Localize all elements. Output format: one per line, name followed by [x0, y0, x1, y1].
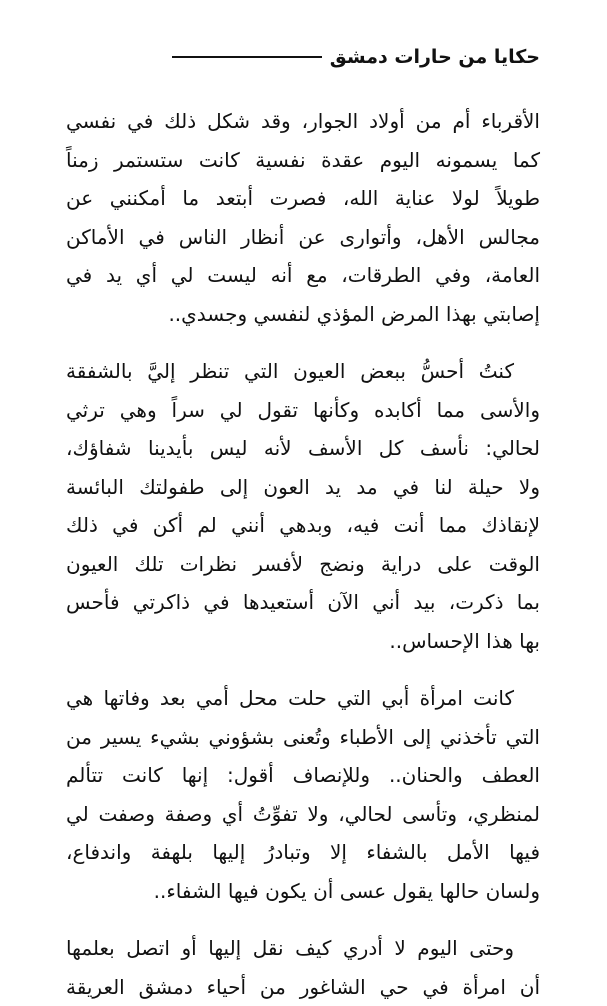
text-line: التي تأخذني إلى الأطباء وتُعنى بشؤوني بشيء يسير من: [66, 718, 540, 757]
text-line: أن امرأة في حي الشاغور من أحياء دمشق العريقة: [66, 968, 540, 1006]
paragraph-2: [66, 352, 540, 660]
text-line: العامة، وفي الطرقات، مع أنه ليست لي أي يد في: [66, 256, 540, 295]
text-line: بها هذا الإحساس..: [66, 622, 540, 661]
text-line: كانت امرأة أبي التي حلت محل أمي بعد وفاتها هي: [66, 679, 540, 718]
text-line: الوقت على دراية ونضج لأفسر نظرات تلك العيون: [66, 545, 540, 584]
running-header: [66, 40, 540, 74]
paragraph-1: [66, 102, 540, 333]
text-line: الأقرباء أم من أولاد الجوار، وقد شكل ذلك في نفسي: [66, 102, 540, 141]
text-line: مجالس الأهل، وأتوارى عن أنظار الناس في الأماكن: [66, 218, 540, 257]
text-line: ولسان حالها يقول عسى أن يكون فيها الشفاء..: [66, 872, 540, 911]
text-line: ولا حيلة لنا في مد يد العون إلى طفولتك البائسة: [66, 468, 540, 507]
text-line: لمنظري، وتأسى لحالي، ولا تفوِّتُ أي وصفة وصفت لي: [66, 795, 540, 834]
text-line: لإنقاذك مما أنت فيه، وبدهي أنني لم أكن في ذلك: [66, 506, 540, 545]
text-line: فيها الأمل بالشفاء إلا وتبادرُ إليها بلهفة واندفاع،: [66, 833, 540, 872]
text-line: طويلاً لولا عناية الله، فصرت أبتعد ما أمكنني عن: [66, 179, 540, 218]
text-line: وحتى اليوم لا أدري كيف نقل إليها أو اتصل بعلمها: [66, 929, 540, 968]
text-line: لحالي: نأسف كل الأسف لأنه ليس بأيدينا شفاؤك،: [66, 429, 540, 468]
text-line: بما ذكرت، بيد أني الآن أستعيدها في ذاكرتي فأحس: [66, 583, 540, 622]
paragraph-4: [66, 929, 540, 1006]
page-body: [66, 102, 540, 1006]
header-rule: [172, 56, 322, 58]
text-line: العطف والحنان.. وللإنصاف أقول: إنها كانت تتألم: [66, 756, 540, 795]
paragraph-3: [66, 679, 540, 910]
text-line: كما يسمونه اليوم عقدة نفسية كانت ستستمر زمناً: [66, 141, 540, 180]
text-line: إصابتي بهذا المرض المؤذي لنفسي وجسدي..: [66, 295, 540, 334]
text-line: كنتُ أحسُّ ببعض العيون التي تنظر إليَّ بالشفقة: [66, 352, 540, 391]
text-line: والأسى مما أكابده وكأنها تقول لي سراً وهي ترثي: [66, 391, 540, 430]
book-title: حكايا من حارات دمشق: [330, 46, 540, 68]
